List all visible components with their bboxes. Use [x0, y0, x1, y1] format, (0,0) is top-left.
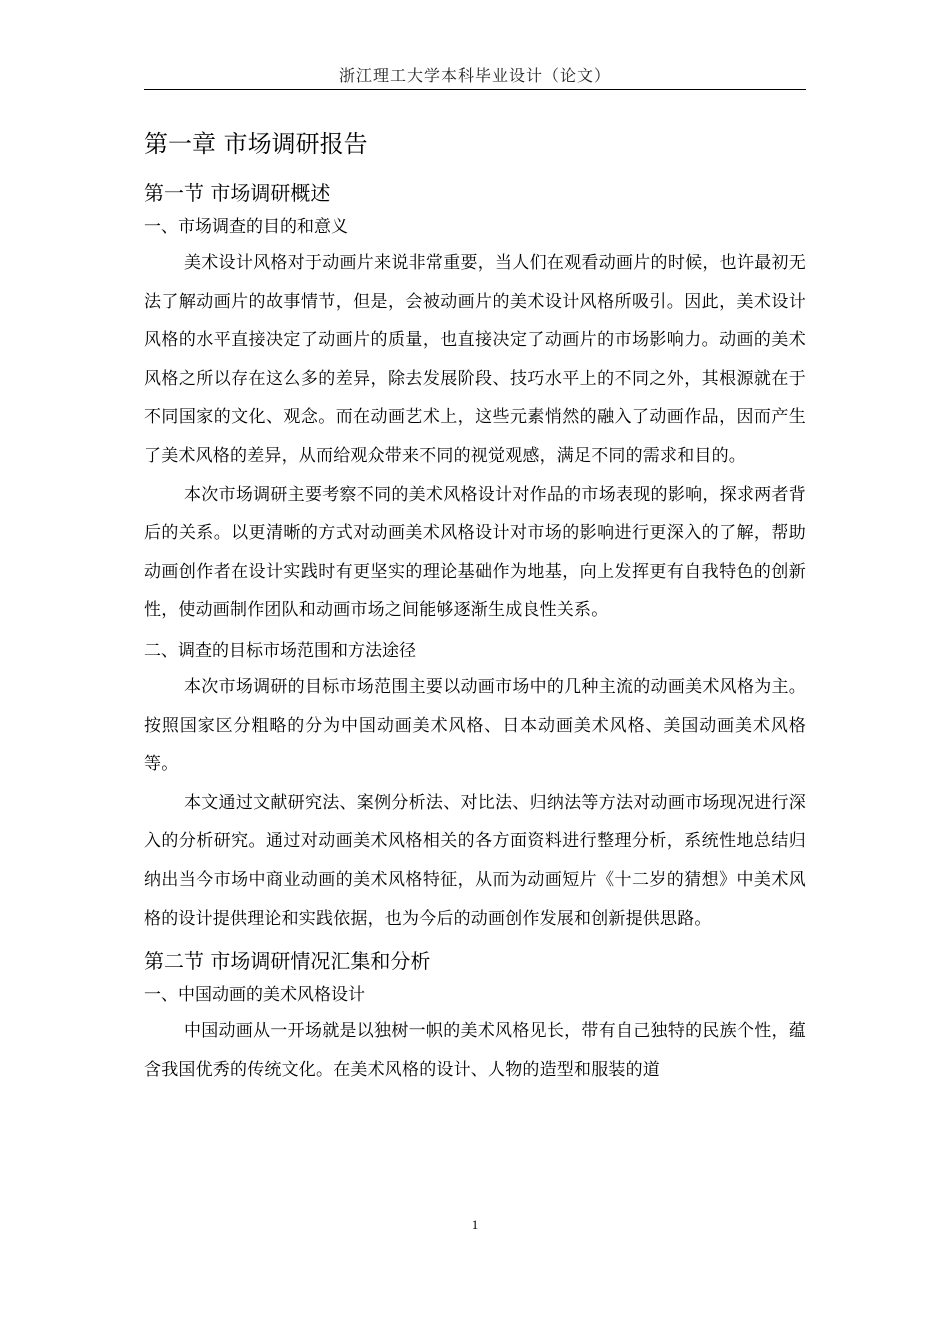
- subsection-title: 二、调查的目标市场范围和方法途径: [144, 640, 416, 661]
- subsection-title: 一、市场调查的目的和意义: [144, 217, 348, 237]
- section-title: 第一节 市场调研概述: [144, 181, 331, 205]
- document-body: [144, 124, 806, 1089]
- paragraph: 中国动画从一开场就是以独树一帜的美术风格见长，带有自己独特的民族个性，蕴含我国优秀的传统文化。在美术风格的设计、人物的造型和服装的道: [144, 1021, 806, 1080]
- paragraph: 美术设计风格对于动画片来说非常重要，当人们在观看动画片的时候，也许最初无法了解动画片的故事情节，但是，会被动画片的美术设计风格所吸引。因此，美术设计风格的水平直接决定了动画片的质量，也直接决定了动画片的市场影响力。动画的美术风格之所以存在这么多的差异，除去发展阶段、技巧水平上的不同之外，其根源就在于不同国家的文化、观念。而在动画艺术上，这些元素悄然的融入了动画作品，因而产生了美术风格的差异，从而给观众带来不同的视觉观感，满足不同的需求和目的。: [144, 253, 806, 466]
- subsection-title: 一、中国动画的美术风格设计: [144, 985, 365, 1006]
- section-title: 第二节 市场调研情况汇集和分析: [144, 949, 431, 974]
- paragraph: 本次市场调研主要考察不同的美术风格设计对作品的市场表现的影响，探求两者背后的关系。以更清晰的方式对动画美术风格设计对市场的影响进行更深入的了解，帮助动画创作者在设计实践时有更坚实的理论基础作为地基，向上发挥更有自我特色的创新性，使动画制作团队和动画市场之间能够逐渐生成良性关系。: [144, 484, 806, 621]
- header-rule: [144, 89, 806, 90]
- chapter-title: 第一章 市场调研报告: [144, 130, 368, 158]
- page-header: 浙江理工大学本科毕业设计（论文）: [338, 66, 611, 85]
- page-number: 1: [471, 1217, 479, 1232]
- paragraph: 本文通过文献研究法、案例分析法、对比法、归纳法等方法对动画市场现况进行深入的分析研究。通过对动画美术风格相关的各方面资料进行整理分析，系统性地总结归纳出当今市场中商业动画的美术风格特征，从而为动画短片《十二岁的猜想》中美术风格的设计提供理论和实践依据，也为今后的动画创作发展和创新提供思路。: [144, 792, 806, 929]
- paragraph: 本次市场调研的目标市场范围主要以动画市场中的几种主流的动画美术风格为主。按照国家区分粗略的分为中国动画美术风格、日本动画美术风格、美国动画美术风格等。: [144, 676, 806, 775]
